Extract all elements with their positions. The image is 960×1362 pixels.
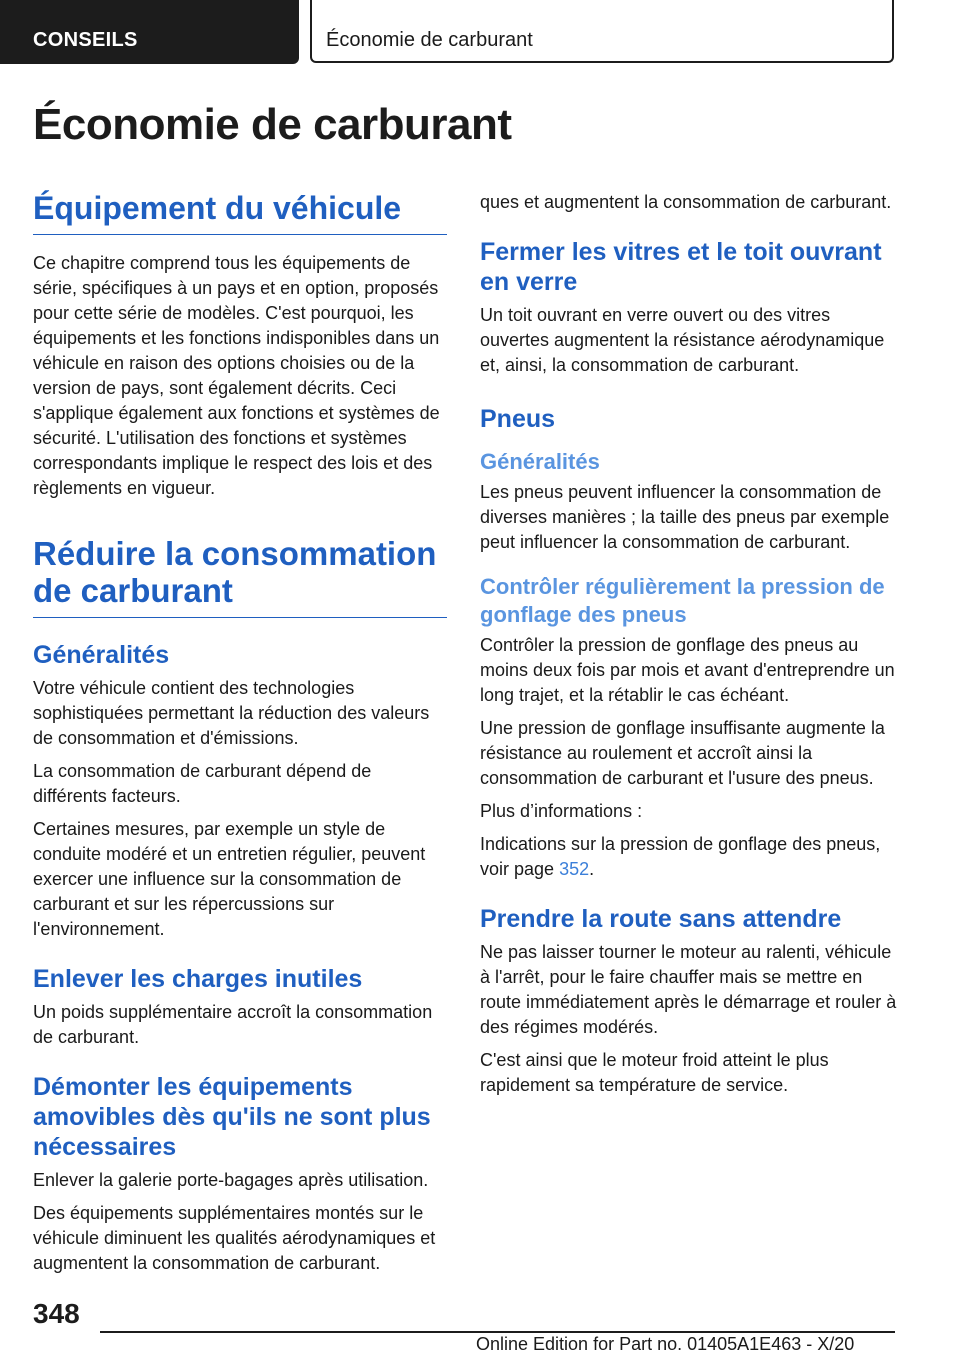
paragraph-pression-2: Une pression de gonflage insuffisante augmente la résistance au roulement et accroît ainsi la consommation de carburant et l'usure des pneus. — [480, 718, 885, 788]
paragraph-pression-3: Plus d’informations : — [480, 801, 643, 821]
paragraph-charges: Un poids supplémentaire accroît la consommation de carburant. — [33, 1002, 433, 1047]
paragraph-equipement: Ce chapitre comprend tous les équipements de série, spécifiques à un pays et en option, proposés pour cette série de modèles. C'est pourquoi, les équipements et les fonctions indisponibles dans un véhicule en raison des options choisies ou de la version de pays, sont également décrits. Ceci s'applique également aux fonctions et systèmes de sécurité. L'utilisation des fonctions et systèmes correspondants implique le respect des lois et des règlements en vigueur. — [33, 253, 440, 498]
footer-divider — [100, 1331, 895, 1333]
paragraph-vitres: Un toit ouvrant en verre ouvert ou des vitres ouvertes augmentent la résistance aérodynamique et, ainsi, la consommation de carburant. — [480, 305, 885, 375]
page-reference-link[interactable]: 352 — [559, 859, 590, 879]
heading-demonter: Démonter les équipements amovibles dès qu'ils ne sont plus nécessaires — [33, 1073, 431, 1161]
header-section-tab — [0, 0, 299, 64]
footer-edition: Online Edition for Part no. 01405A1E463 - X/20 — [476, 1334, 855, 1354]
page-number: 348 — [33, 1298, 80, 1329]
heading-route: Prendre la route sans attendre — [480, 905, 842, 933]
heading-equipement: Équipement du véhicule — [33, 190, 447, 235]
paragraph-generalites-2: La consommation de carburant dépend de différents facteurs. — [33, 761, 372, 806]
heading-pression: Contrôler régulièrement la pression de gonflage des pneus — [480, 574, 885, 627]
header-section-label: CONSEILS — [33, 29, 138, 51]
reference-text: Indications sur la pression de gonflage des pneus, voir page — [480, 834, 881, 879]
page-title: Économie de carburant — [33, 100, 512, 149]
left-column — [33, 190, 447, 1284]
right-column — [480, 190, 898, 1106]
paragraph-generalites-3: Certaines mesures, par exemple un style de conduite modéré et un entretien régulier, peuvent exercer une influence sur la consommation de carburant et sur les répercussions sur l'environnement. — [33, 819, 426, 939]
heading-charges: Enlever les charges inutiles — [33, 965, 363, 993]
heading-generalites: Généralités — [33, 641, 170, 669]
heading-pneus: Pneus — [480, 405, 556, 433]
heading-pneus-generalites: Généralités — [480, 449, 600, 474]
reference-period: . — [589, 859, 595, 879]
paragraph-pression-4 — [480, 832, 898, 882]
header-chapter-label: Économie de carburant — [326, 29, 533, 51]
paragraph-generalites-1: Votre véhicule contient des technologies sophistiquées permettant la réduction des valeurs de consommation et d'émissions. — [33, 678, 430, 748]
paragraph-demonter-2: Des équipements supplémentaires montés sur le véhicule diminuent les qualités aérodynamiques et augmentent la consommation de carburant. — [33, 1203, 436, 1273]
heading-reduire: Réduire la consommation de carburant — [33, 535, 447, 618]
paragraph-pression-1: Contrôler la pression de gonflage des pneus au moins deux fois par mois et avant d'entreprendre un long trajet, et la rétablir le cas échéant. — [480, 635, 895, 705]
header-chapter-tab — [310, 0, 894, 63]
paragraph-demonter-1: Enlever la galerie porte-bagages après utilisation. — [33, 1170, 429, 1190]
paragraph-pneus-generalites: Les pneus peuvent influencer la consommation de diverses manières ; la taille des pneus par exemple peut influencer la consommation de carburant. — [480, 482, 890, 552]
heading-vitres: Fermer les vitres et le toit ouvrant en verre — [480, 238, 882, 296]
paragraph-continuation: ques et augmentent la consommation de carburant. — [480, 192, 892, 212]
paragraph-route-1: Ne pas laisser tourner le moteur au ralenti, véhicule à l'arrêt, pour le faire chauffer mais se mettre en route immédiatement après le démarrage et rouler à des régimes modérés. — [480, 942, 897, 1037]
paragraph-route-2: C'est ainsi que le moteur froid atteint le plus rapidement sa température de service. — [480, 1050, 829, 1095]
